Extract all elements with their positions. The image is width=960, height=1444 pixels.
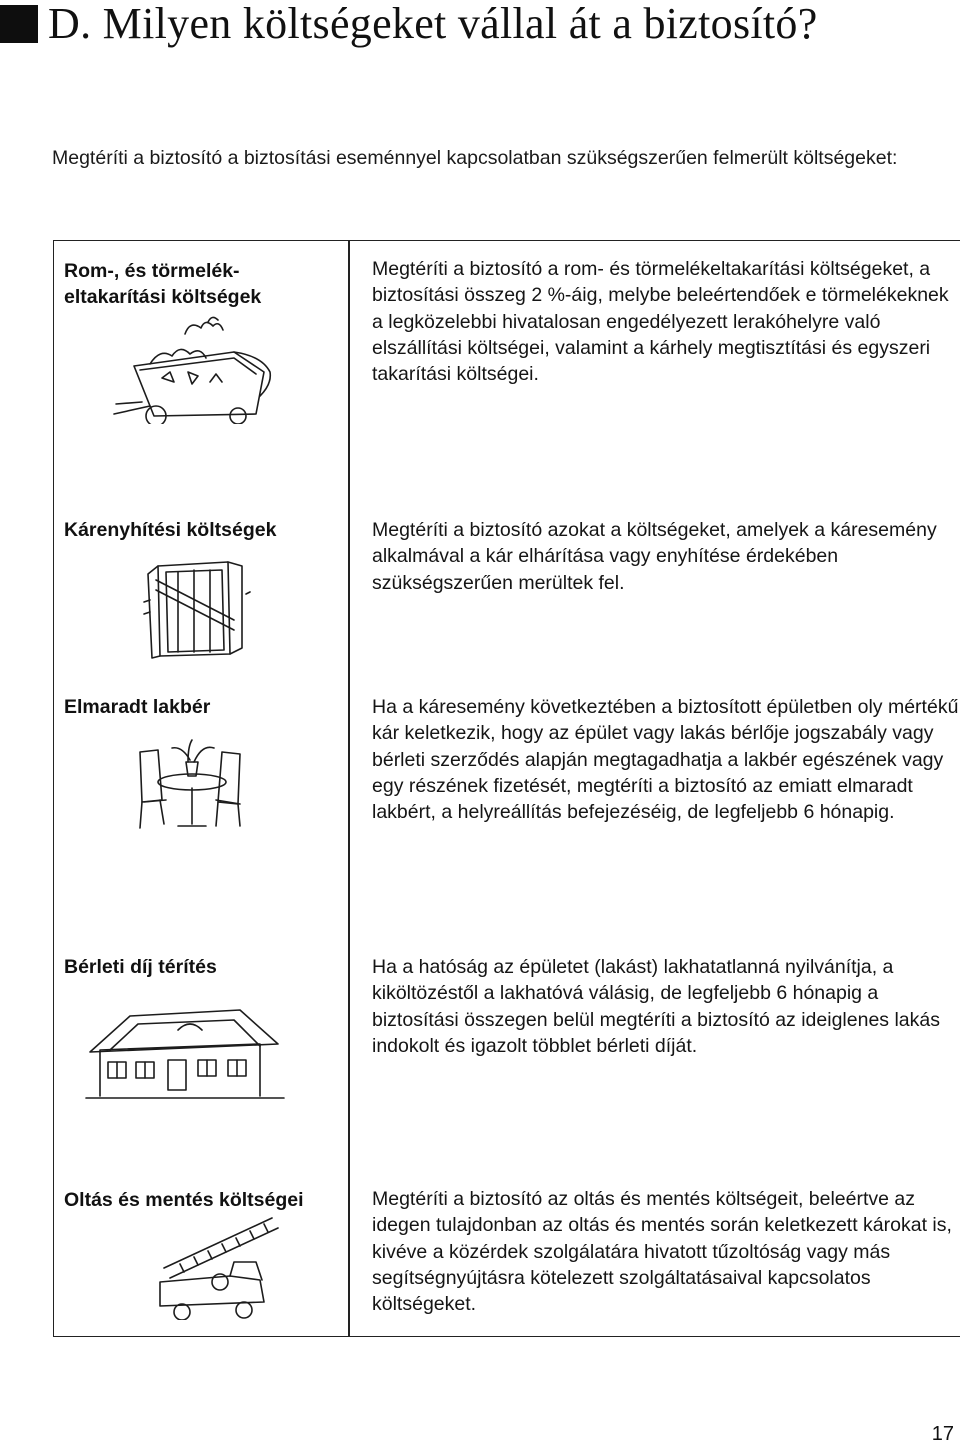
row-label-line: Bérleti díj térítés — [64, 956, 217, 978]
boarded-window-icon — [138, 554, 258, 664]
section-heading — [0, 2, 818, 46]
bullet-square-icon — [0, 5, 38, 43]
page-number: 17 — [931, 1423, 954, 1444]
row-label-rubble — [64, 258, 261, 310]
row-label-rent-compensation — [64, 954, 217, 980]
row-description-rent-compensation: Ha a hatóság az épületet (lakást) lakhatatlanná nyilvánítja, a kiköltözéstől a lakhatóvá válásig, de legfeljebb 6 hónapig a biztosítási összegen belül megtéríti a biztosító az ideiglenes lakás indokolt és igazolt többlet bérleti díját. — [372, 956, 940, 1057]
row-description-mitigation: Megtéríti a biztosító azokat a költségeket, amelyek a káresemény alkalmával a kár elhárítása vagy enyhítése érdekében szükségszerűen merültek fel. — [372, 519, 937, 594]
row-description-rubble: Megtéríti a biztosító a rom- és törmelékeltakarítási költségeket, a biztosítási összeg 2 %-áig, melybe beleértendőek e törmelékeknek a legközelebbi hivatalosan engedélyezett lerakóhelyre való elszállítási költségei, valamint a kárhely megtisztítási és egyszeri takarítási költségei. — [372, 258, 949, 386]
row-label-line: Elmaradt lakbér — [64, 696, 211, 718]
intro-paragraph: Megtéríti a biztosító a biztosítási eseménnyel kapcsolatban szükségszerűen felmerült költségeket: — [52, 147, 898, 169]
row-label-line: Oltás és mentés költségei — [64, 1189, 304, 1211]
row-label-line: eltakarítási költségek — [64, 286, 262, 308]
house-icon — [80, 1006, 290, 1106]
row-label-mitigation — [64, 517, 276, 543]
row-label-firefighting — [64, 1187, 304, 1213]
row-description-lost-rent: Ha a káresemény következtében a biztosított épületben oly mértékű kár keletkezik, hogy az épület vagy lakás bérlője jogszabály vagy bérleti szerződés alapján megtagadhatja a lakbér egészének vagy egy részének fizetését, megtéríti a biztosító az emiatt elmaradt lakbért, a helyreállítás befejezéséig, de legfeljebb 6 hónapig. — [372, 696, 959, 824]
table-column-divider — [348, 240, 350, 1337]
rubble-cart-icon — [110, 312, 280, 424]
row-label-line: Kárenyhítési költségek — [64, 519, 277, 541]
page-title: D. Milyen költségeket vállal át a biztosító? — [48, 0, 818, 48]
row-label-line: Rom-, és törmelék- — [64, 260, 240, 282]
table-chairs-icon — [130, 722, 252, 834]
row-label-lost-rent — [64, 694, 210, 720]
row-description-firefighting: Megtéríti a biztosító az oltás és mentés költségeit, beleértve az idegen tulajdonban az oltás és mentés során keletkezett károkat is, kivéve a közérdek szolgálatára hivatott tűzoltóság vagy más segítségnyújtásra kötelezett szolgáltatásaival kapcsolatos költségeket. — [372, 1188, 952, 1316]
fire-truck-icon — [150, 1212, 280, 1320]
